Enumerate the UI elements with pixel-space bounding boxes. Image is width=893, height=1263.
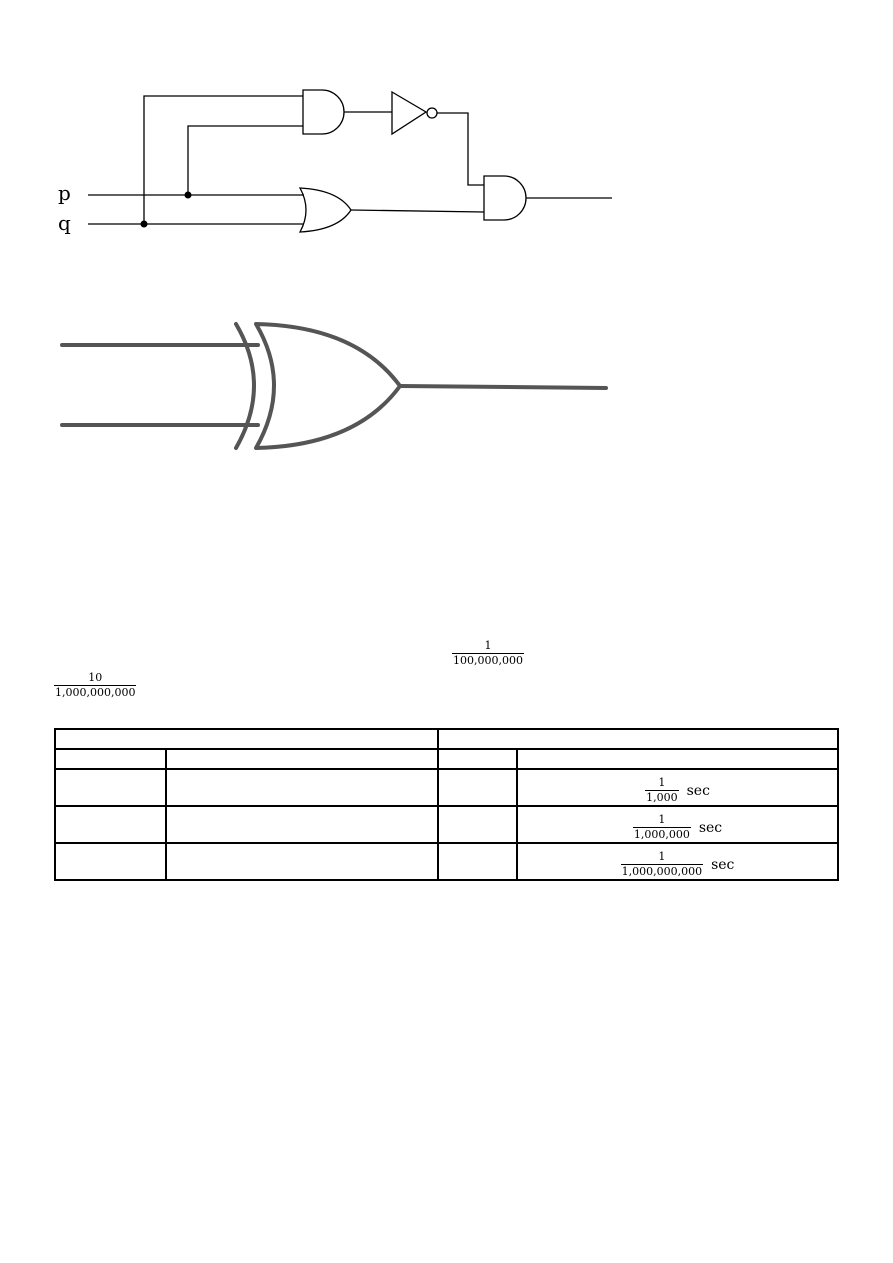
fraction: [633, 814, 691, 841]
fraction-numerator: 1: [484, 639, 492, 652]
table-cell: [55, 769, 166, 806]
unit-label: sec: [711, 856, 735, 873]
input-label-q: q: [58, 211, 71, 235]
time-fraction: [633, 814, 722, 841]
table-cell: [166, 843, 438, 880]
not-gate: [392, 92, 426, 134]
logic-circuit-diagram: [0, 60, 893, 250]
table-header-cell: [55, 729, 438, 749]
xor-gate-diagram: [0, 300, 893, 470]
table-cell: [166, 769, 438, 806]
time-units-table: [54, 728, 839, 881]
table-row: [55, 843, 838, 880]
table-header-row: [55, 729, 838, 749]
fraction-denominator: 100,000,000: [453, 654, 523, 667]
time-fraction: [621, 851, 735, 878]
xor-gate-body: [256, 324, 400, 448]
fraction-numerator: 10: [88, 671, 103, 684]
unit-label: sec: [686, 782, 710, 799]
fraction-denominator: 1,000: [646, 791, 678, 804]
wire-p-to-and: [188, 126, 303, 195]
fraction-denominator: 1,000,000,000: [55, 686, 136, 699]
table-cell: [517, 806, 838, 843]
input-label-p: p: [58, 181, 71, 205]
fraction: [645, 777, 679, 804]
wire-or-to-and: [351, 210, 484, 212]
table-cell: [55, 843, 166, 880]
table-cell: [166, 749, 438, 769]
table-cell: [517, 843, 838, 880]
junction-dot-p: [185, 192, 192, 199]
fraction-numerator: 1: [658, 850, 666, 863]
table-cell: [438, 749, 517, 769]
xor-extra-curve: [236, 324, 254, 448]
table-row: [55, 769, 838, 806]
and-gate-2: [484, 176, 526, 220]
table-cell: [166, 806, 438, 843]
or-gate: [300, 188, 351, 232]
table-cell: [55, 806, 166, 843]
time-fraction: [645, 777, 710, 804]
unit-label: sec: [698, 819, 723, 836]
table-subheader-row: [55, 749, 838, 769]
table-cell: [438, 843, 517, 880]
wire-q-to-and: [144, 96, 303, 224]
junction-dot-q: [141, 221, 148, 228]
fraction-numerator: 1: [658, 813, 666, 826]
table-cell: [517, 769, 838, 806]
table-cell: [438, 806, 517, 843]
table-cell: [55, 749, 166, 769]
not-gate-bubble: [427, 108, 437, 118]
table-row: [55, 806, 838, 843]
fraction-denominator: 1,000,000,000: [621, 865, 703, 878]
fraction-numerator: 1: [658, 776, 666, 789]
wire-not-to-and: [437, 113, 484, 185]
table-cell: [517, 749, 838, 769]
fraction: [621, 851, 703, 878]
table-header-cell: [438, 729, 838, 749]
and-gate-1: [303, 90, 344, 134]
fraction-denominator: 1,000,000: [633, 828, 690, 841]
fraction-ten-billionths: [54, 672, 136, 699]
table-cell: [438, 769, 517, 806]
fraction-one-hundred-millionth: [452, 640, 524, 667]
xor-output: [400, 386, 606, 388]
